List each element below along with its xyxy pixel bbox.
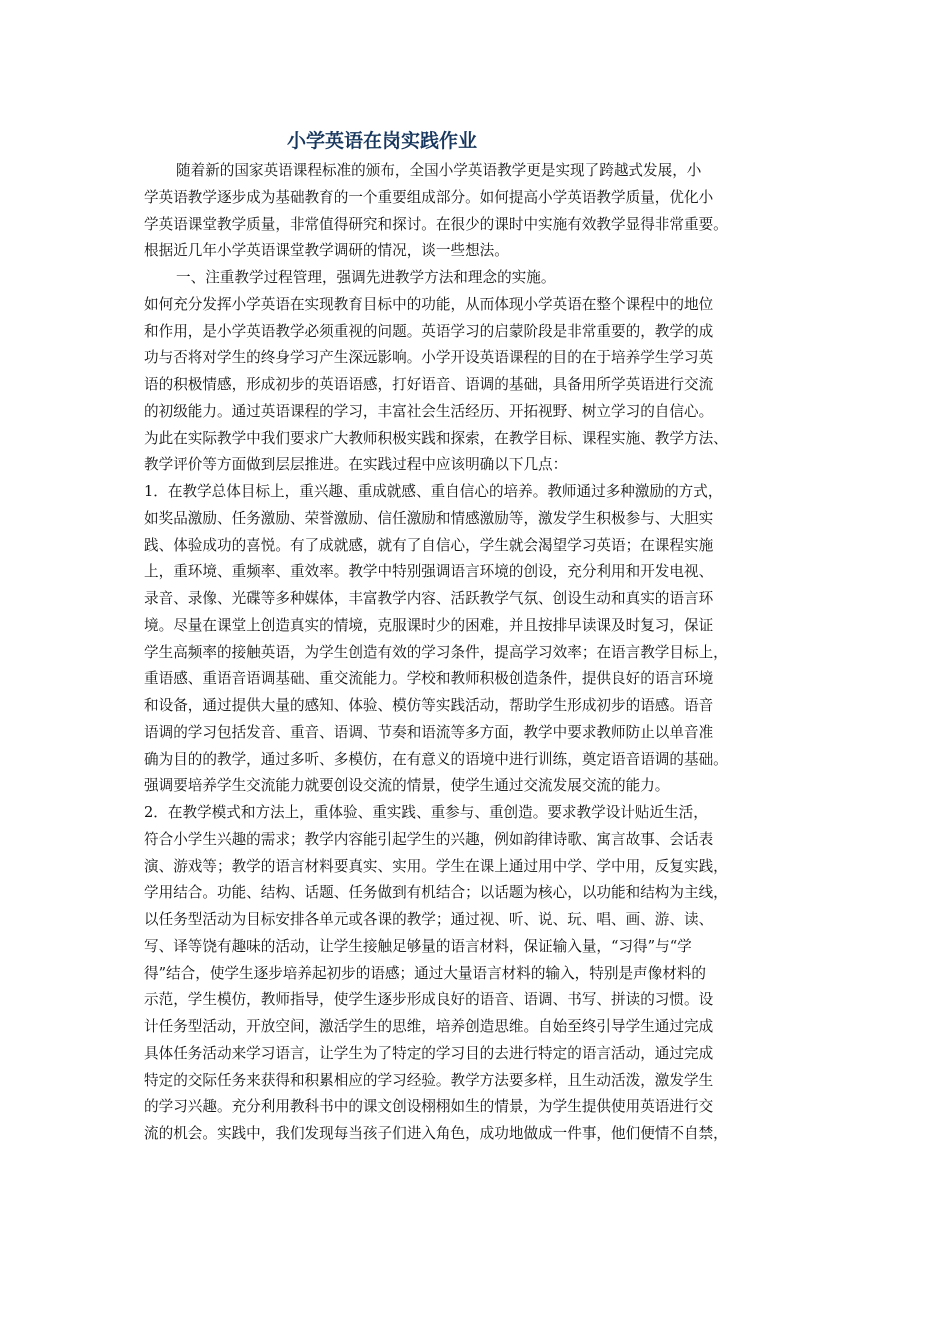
text-line: 得”结合，使学生逐步培养起初步的语感；通过大量语言材料的输入，特别是声像材料的 — [144, 964, 707, 982]
text-line: 根据近几年小学英语课堂教学调研的情况，谈一些想法。 — [144, 242, 509, 260]
text-line: 语的积极情感，形成初步的英语语感，打好语音、语调的基础，具备用所学英语进行交流 — [144, 376, 714, 393]
text-line: 的初级能力。通过英语课程的学习，丰富社会生活经历、开拓视野、树立学习的自信心。 — [144, 402, 714, 420]
document-body — [144, 158, 824, 1148]
text-line: 学英语课堂教学质量，非常值得研究和探讨。在很少的课时中实施有效教学显得非常重要。 — [144, 215, 728, 233]
text-line: 学英语教学逐步成为基础教育的一个重要组成部分。如何提高小学英语教学质量，优化小 — [144, 188, 714, 206]
document-title: 小学英语在岗实践作业 — [287, 130, 478, 152]
text-line: 计任务型活动，开放空间，激活学生的思维，培养创造思维。自始至终引导学生通过完成 — [144, 1018, 714, 1035]
text-line: 具体任务活动来学习语言，让学生为了特定的学习目的去进行特定的语言活动，通过完成 — [144, 1044, 714, 1062]
text-line: 的学习兴趣。充分利用教科书中的课文创设栩栩如生的情景，为学生提供使用英语进行交 — [144, 1098, 714, 1116]
text-line: 如奖品激励、任务激励、荣誉激励、信任激励和情感激励等，激发学生积极参与、大胆实 — [144, 509, 714, 527]
text-line: 特定的交际任务来获得和积累相应的学习经验。教学方法要多样，且生动活泼，激发学生 — [144, 1071, 714, 1089]
text-line: 重语感、重语音语调基础、重交流能力。学校和教师积极创造条件，提供良好的语言环境 — [144, 670, 714, 688]
text-line: 和设备，通过提供大量的感知、体验、模仿等实践活动，帮助学生形成初步的语感。语音 — [144, 697, 714, 714]
text-line: 为此在实际教学中我们要求广大教师积极实践和探索，在教学目标、课程实施、教学方法、 — [144, 429, 728, 447]
text-line: 写、译等饶有趣味的活动，让学生接触足够量的语言材料，保证输入量，“习得”与“学 — [144, 937, 692, 955]
text-line: 如何充分发挥小学英语在实现教育目标中的功能，从而体现小学英语在整个课程中的地位 — [144, 295, 714, 313]
text-line: 随着新的国家英语课程标准的颁布，全国小学英语教学更是实现了跨越式发展，小 — [176, 162, 702, 179]
text-line: 境。尽量在课堂上创造真实的情境，克服课时少的困难，并且按排早读课及时复习，保证 — [144, 616, 714, 634]
text-line: 语调的学习包括发音、重音、语调、节奏和语流等多方面，教学中要求教师防止以单音准 — [144, 723, 714, 741]
text-line: 录音、录像、光碟等多种媒体，丰富教学内容、活跃教学气氛、创设生动和真实的语言环 — [144, 590, 714, 607]
text-line: 和作用，是小学英语教学必须重视的问题。英语学习的启蒙阶段是非常重要的，教学的成 — [144, 322, 714, 340]
text-line: 流的机会。实践中，我们发现每当孩子们进入角色，成功地做成一件事，他们便情不自禁， — [144, 1125, 728, 1142]
text-line: 教学评价等方面做到层层推进。在实践过程中应该明确以下几点： — [144, 456, 568, 474]
text-line: 演、游戏等；教学的语言材料要真实、实用。学生在课上通过用中学、学中用，反复实践， — [144, 857, 728, 875]
text-line: 功与否将对学生的终身学习产生深远影响。小学开设英语课程的目的在于培养学生学习英 — [144, 349, 714, 367]
text-line: 确为目的的教学，通过多听、多模仿，在有意义的语境中进行训练，奠定语音语调的基础。 — [144, 750, 728, 768]
text-line: 学生高频率的接触英语，为学生创造有效的学习条件，提高学习效率；在语言教学目标上， — [144, 643, 728, 661]
text-line: 学用结合。功能、结构、话题、任务做到有机结合；以话题为核心，以功能和结构为主线， — [144, 884, 728, 902]
text-line: 1．在教学总体目标上，重兴趣、重成就感、重自信心的培养。教师通过多种激励的方式， — [144, 483, 723, 500]
text-line: 以任务型活动为目标安排各单元或各课的教学；通过视、听、说、玩、唱、画、游、读、 — [144, 911, 714, 928]
text-line: 示范，学生模仿，教师指导，使学生逐步形成良好的语音、语调、书写、拼读的习惯。设 — [144, 991, 714, 1009]
text-line: 符合小学生兴趣的需求；教学内容能引起学生的兴趣，例如韵律诗歌、寓言故事、会话表 — [144, 830, 714, 848]
text-line: 上，重环境、重频率、重效率。教学中特别强调语言环境的创设，充分利用和开发电视、 — [144, 563, 714, 581]
text-line: 践、体验成功的喜悦。有了成就感，就有了自信心，学生就会渴望学习英语；在课程实施 — [144, 536, 714, 554]
text-line: 2．在教学模式和方法上，重体验、重实践、重参与、重创造。要求教学设计贴近生活， — [144, 804, 708, 821]
text-line: 强调要培养学生交流能力就要创设交流的情景，使学生通过交流发展交流的能力。 — [144, 777, 670, 795]
text-line: 一、注重教学过程管理，强调先进教学方法和理念的实施。 — [176, 269, 556, 286]
